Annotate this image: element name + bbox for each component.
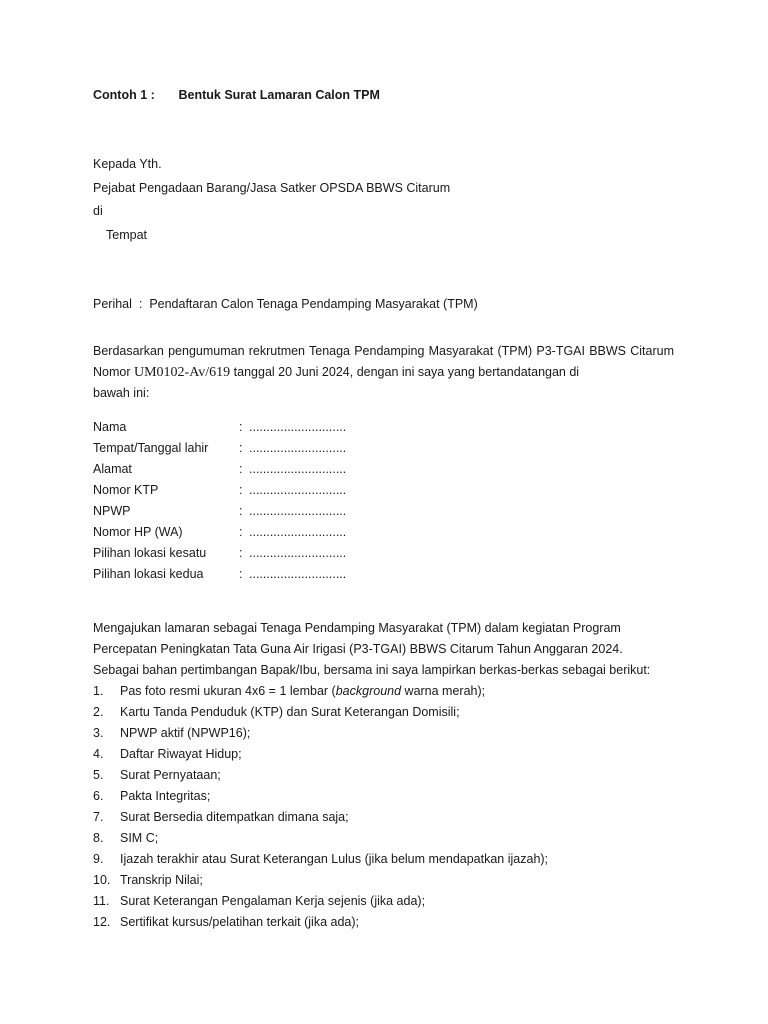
field-label: Alamat	[93, 462, 132, 476]
list-text: Surat Bersedia ditempatkan dimana saja;	[120, 810, 349, 824]
application-text-2: Percepatan Peningkatan Tata Guna Air Irigasi (P3-TGAI) BBWS Citarum Tahun Anggaran 2024.	[93, 642, 623, 656]
field-colon: :	[239, 420, 243, 434]
list-text-post: warna merah);	[401, 684, 486, 698]
list-number: 7.	[93, 810, 104, 824]
list-item	[93, 786, 548, 807]
attachments-intro: Sebagai bahan pertimbangan Bapak/Ibu, bersama ini saya lampirkan berkas-berkas sebagai berikut:	[93, 663, 651, 677]
subject-text: Pendaftaran Calon Tenaga Pendamping Masyarakat (TPM)	[149, 297, 478, 311]
field-row	[93, 501, 346, 522]
list-text-pre: Pas foto resmi ukuran 4x6 = 1 lembar (	[120, 684, 336, 698]
field-label: NPWP	[93, 504, 131, 518]
field-value: ............................	[249, 546, 347, 560]
field-label: Pilihan lokasi kedua	[93, 567, 204, 581]
field-colon: :	[239, 462, 243, 476]
subject-line	[93, 297, 478, 311]
field-row	[93, 543, 346, 564]
field-label: Nama	[93, 420, 127, 434]
field-row	[93, 417, 346, 438]
list-item	[93, 828, 548, 849]
field-colon: :	[239, 546, 243, 560]
field-row	[93, 564, 346, 585]
field-row	[93, 438, 346, 459]
document-heading	[93, 88, 380, 102]
list-text: Surat Pernyataan;	[120, 768, 221, 782]
field-colon: :	[239, 567, 243, 581]
list-number: 4.	[93, 747, 104, 761]
list-number: 3.	[93, 726, 104, 740]
field-row	[93, 459, 346, 480]
intro-paragraph	[93, 341, 674, 404]
field-colon: :	[239, 504, 243, 518]
list-item	[93, 849, 548, 870]
list-number: 2.	[93, 705, 104, 719]
announcement-number: UM0102-Av/619	[134, 365, 231, 380]
list-text: Pakta Integritas;	[120, 789, 211, 803]
list-item	[93, 744, 548, 765]
application-paragraph	[93, 618, 674, 660]
list-item	[93, 681, 548, 702]
field-value: ............................	[249, 462, 347, 476]
field-value: ............................	[249, 567, 347, 581]
list-number: 8.	[93, 831, 104, 845]
list-item	[93, 891, 548, 912]
recipient-name: Pejabat Pengadaan Barang/Jasa Satker OPSDA BBWS Citarum	[93, 181, 451, 195]
list-item	[93, 912, 548, 933]
field-value: ............................	[249, 525, 347, 539]
field-value: ............................	[249, 441, 347, 455]
subject-separator: :	[138, 297, 143, 311]
field-label: Pilihan lokasi kesatu	[93, 546, 207, 560]
intro-text-2: tanggal 20 Juni 2024, dengan ini saya yang bertandatangan di	[233, 365, 580, 379]
list-number: 9.	[93, 852, 104, 866]
recipient-place: Tempat	[106, 228, 147, 242]
list-text: NPWP aktif (NPWP16);	[120, 726, 251, 740]
field-row	[93, 522, 346, 543]
list-number: 11.	[93, 894, 110, 908]
field-colon: :	[239, 525, 243, 539]
list-number: 10.	[93, 873, 111, 887]
list-item	[93, 870, 548, 891]
list-text: Transkrip Nilai;	[120, 873, 203, 887]
example-label: Contoh 1 :	[93, 88, 155, 102]
list-text: Ijazah terakhir atau Surat Keterangan Lulus (jika belum mendapatkan ijazah);	[120, 852, 549, 866]
intro-text-1: Berdasarkan pengumuman rekrutmen Tenaga Pendamping Masyarakat (TPM) P3-TGAI BBWS Citarum Nomor	[93, 344, 674, 379]
field-row	[93, 480, 346, 501]
field-label: Tempat/Tanggal lahir	[93, 441, 209, 455]
attachments-list	[93, 681, 548, 933]
field-value: ............................	[249, 504, 347, 518]
list-text: Sertifikat kursus/pelatihan terkait (jika ada);	[120, 915, 359, 929]
list-text: Kartu Tanda Penduduk (KTP) dan Surat Keterangan Domisili;	[120, 705, 460, 719]
field-label: Nomor HP (WA)	[93, 525, 183, 539]
applicant-fields	[93, 417, 346, 585]
list-item	[93, 765, 548, 786]
list-text: Surat Keterangan Pengalaman Kerja sejenis (jika ada);	[120, 894, 426, 908]
list-text: Daftar Riwayat Hidup;	[120, 747, 242, 761]
intro-text-3: bawah ini:	[93, 386, 150, 400]
document-title: Bentuk Surat Lamaran Calon TPM	[178, 88, 380, 102]
field-colon: :	[239, 441, 243, 455]
recipient-di: di	[93, 204, 103, 218]
list-item	[93, 807, 548, 828]
list-number: 6.	[93, 789, 104, 803]
field-value: ............................	[249, 483, 347, 497]
field-value: ............................	[249, 420, 347, 434]
list-item	[93, 702, 548, 723]
field-label: Nomor KTP	[93, 483, 159, 497]
application-text-1: Mengajukan lamaran sebagai Tenaga Pendamping Masyarakat (TPM) dalam kegiatan Program	[93, 621, 621, 635]
list-number: 5.	[93, 768, 104, 782]
list-text	[120, 684, 485, 698]
field-colon: :	[239, 483, 243, 497]
list-text: SIM C;	[120, 831, 159, 845]
list-text-emphasis: background	[335, 684, 402, 698]
list-item	[93, 723, 548, 744]
list-number: 12.	[93, 915, 111, 929]
subject-label: Perihal	[93, 297, 132, 311]
recipient-salutation: Kepada Yth.	[93, 157, 162, 171]
list-number: 1.	[93, 684, 104, 698]
